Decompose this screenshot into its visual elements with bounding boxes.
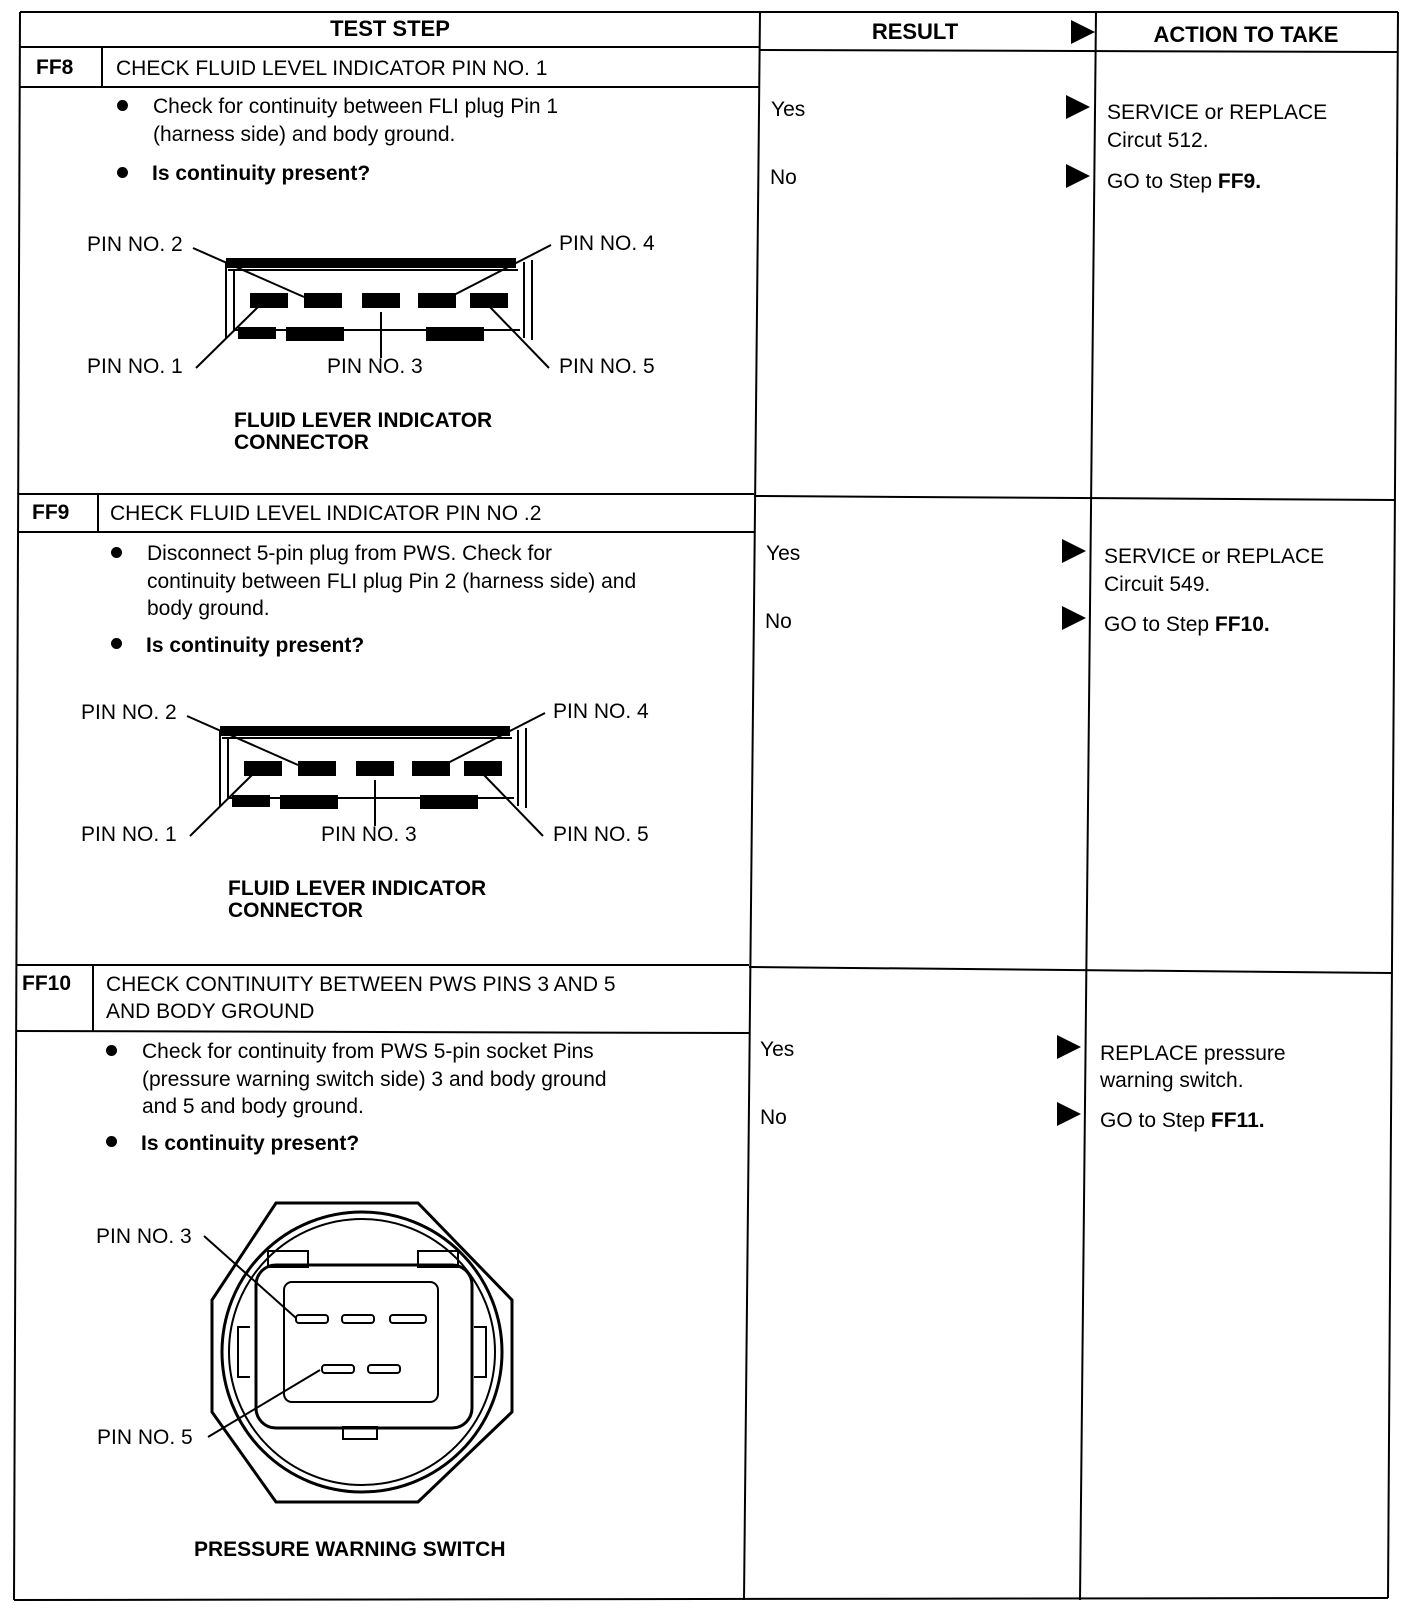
- question-text: Is continuity present?: [141, 1132, 360, 1155]
- diagram-caption: PRESSURE WARNING SWITCH: [194, 1538, 506, 1561]
- header-test-step: TEST STEP: [330, 16, 450, 41]
- diagram-caption: CONNECTOR: [234, 431, 369, 454]
- pin-label: PIN NO. 3: [327, 355, 423, 378]
- result-yes: Yes: [771, 98, 806, 121]
- action-text: SERVICE or REPLACE: [1104, 545, 1325, 568]
- instruction-line: body ground.: [147, 597, 270, 620]
- question-text: Is continuity present?: [146, 634, 365, 657]
- pin-label: PIN NO. 5: [553, 823, 649, 846]
- step-title: CHECK CONTINUITY BETWEEN PWS PINS 3 AND 5: [106, 973, 616, 996]
- pin-label: PIN NO. 5: [97, 1426, 193, 1449]
- step-id: FF9: [32, 501, 70, 524]
- pin-label: PIN NO. 4: [553, 700, 649, 723]
- header-result: RESULT: [871, 19, 959, 44]
- header-action: ACTION TO TAKE: [1153, 22, 1339, 47]
- action-text: Circuit 549.: [1104, 573, 1211, 596]
- pin-label: PIN NO. 4: [559, 232, 655, 255]
- action-text: SERVICE or REPLACE: [1107, 101, 1328, 124]
- action-text: GO to Step FF10.: [1104, 613, 1270, 636]
- instruction-line: Check for continuity between FLI plug Pin 1: [153, 95, 559, 118]
- instruction-line: and 5 and body ground.: [142, 1095, 364, 1118]
- pin-label: PIN NO. 2: [87, 233, 183, 256]
- diagram-caption: FLUID LEVER INDICATOR: [228, 877, 487, 900]
- result-arrow-icon: [1057, 1035, 1081, 1059]
- pin-label: PIN NO. 1: [81, 823, 177, 846]
- diagram-caption: FLUID LEVER INDICATOR: [234, 409, 493, 432]
- action-text: GO to Step FF11.: [1100, 1109, 1265, 1132]
- action-text: REPLACE pressure: [1100, 1042, 1286, 1065]
- instruction-line: Check for continuity from PWS 5-pin socket Pins: [142, 1040, 594, 1063]
- step-title: CHECK FLUID LEVEL INDICATOR PIN NO. 1: [116, 57, 548, 80]
- question-text: Is continuity present?: [152, 162, 371, 185]
- result-yes: Yes: [766, 542, 801, 565]
- result-no: No: [765, 610, 792, 633]
- instruction-line: continuity between FLI plug Pin 2 (harness side) and: [147, 570, 637, 593]
- instruction-line: (harness side) and body ground.: [153, 123, 456, 146]
- step-id: FF8: [36, 56, 74, 79]
- action-text: Circut 512.: [1107, 129, 1209, 152]
- instruction-line: Disconnect 5-pin plug from PWS. Check for: [147, 542, 552, 565]
- result-yes: Yes: [760, 1038, 795, 1061]
- action-text: warning switch.: [1100, 1069, 1244, 1092]
- step-title: AND BODY GROUND: [106, 1000, 315, 1023]
- diagram-caption: CONNECTOR: [228, 899, 363, 922]
- pin-label: PIN NO. 2: [81, 701, 177, 724]
- pin-label: PIN NO. 3: [96, 1225, 192, 1248]
- pin-label: PIN NO. 1: [87, 355, 183, 378]
- step-id: FF10: [22, 972, 72, 995]
- instruction-line: (pressure warning switch side) 3 and body ground: [142, 1068, 607, 1091]
- step-title: CHECK FLUID LEVEL INDICATOR PIN NO .2: [110, 502, 542, 525]
- pin-label: PIN NO. 5: [559, 355, 655, 378]
- pin-label: PIN NO. 3: [321, 823, 417, 846]
- result-no: No: [770, 166, 797, 189]
- result-arrow-icon: [1057, 1102, 1081, 1126]
- result-no: No: [760, 1106, 787, 1129]
- action-text: GO to Step FF9.: [1107, 170, 1262, 193]
